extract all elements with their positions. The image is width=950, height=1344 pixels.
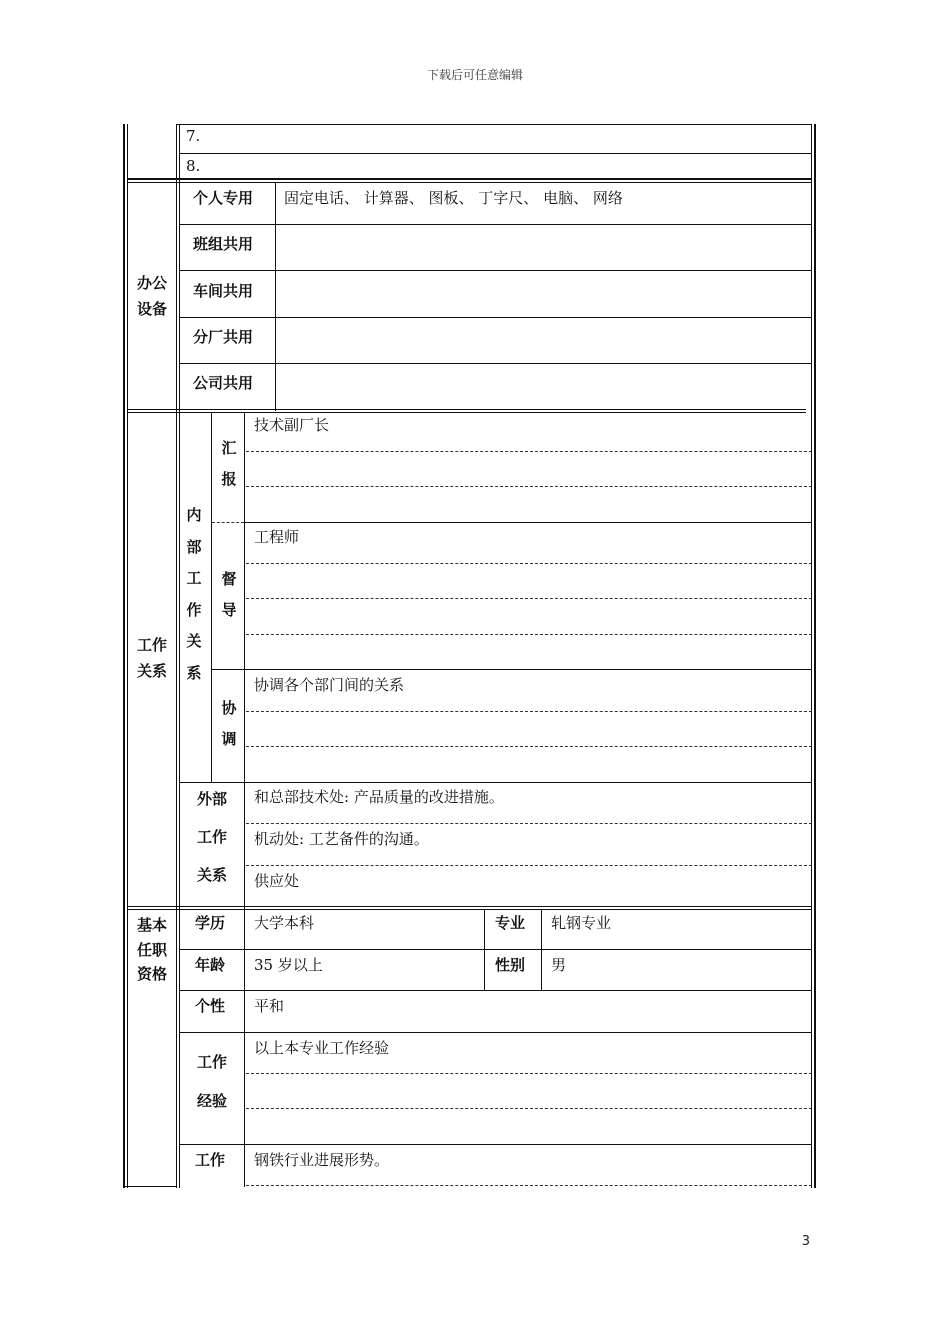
knowledge-label: 工作 (195, 1151, 226, 1169)
section-separator-relations (128, 409, 806, 410)
supervise-dashed-line (246, 563, 812, 564)
work-relations-label: 工作 关系 (136, 636, 167, 680)
qualification-row-divider (179, 1032, 812, 1033)
section-separator-equipment (128, 178, 812, 180)
report-dashed-line (246, 451, 812, 452)
section-separator-relations-2 (128, 412, 806, 413)
col1-separator (176, 124, 177, 1188)
major-value: 轧钢专业 (551, 914, 612, 932)
qualifications-label: 基本 任职 资格 (136, 916, 167, 983)
experience-dashed-line (246, 1108, 812, 1109)
table-bottom-edge (123, 1186, 177, 1187)
col1-separator-inner (179, 124, 180, 1188)
age-label: 年龄 (195, 956, 226, 974)
section-separator-equipment-2 (128, 182, 812, 183)
experience-dashed-line (246, 1073, 812, 1074)
major-label: 专业 (495, 914, 526, 932)
coordinate-dashed-line (246, 746, 812, 747)
external-line-1: 和总部技术处: 产品质量的改进措施。 (254, 788, 504, 806)
coordinate-value: 协调各个部门间的关系 (254, 676, 405, 694)
equipment-row-personal-value: 固定电话、 计算器、 图板、 丁字尺、 电脑、 网络 (284, 189, 623, 207)
experience-value: 以上本专业工作经验 (254, 1039, 390, 1057)
table-right-border-outer (814, 124, 816, 1188)
equipment-label-col-right (275, 183, 276, 411)
personality-label: 个性 (195, 997, 226, 1015)
coordinate-label: 协调 (221, 699, 237, 748)
gender-label: 性别 (495, 956, 526, 974)
qualification-row-divider (179, 1144, 812, 1145)
report-supervise-divider (244, 522, 812, 523)
internal-label-col-right (211, 413, 212, 783)
report-label: 汇报 (221, 439, 237, 488)
knowledge-dashed-line (246, 1185, 812, 1186)
equipment-row-workshop-label: 车间共用 (193, 282, 254, 300)
page-number: 3 (801, 1234, 810, 1249)
equipment-row-company-label: 公司共用 (193, 374, 254, 392)
page-header-watermark: 下载后可任意编辑 (426, 68, 523, 82)
table-left-border (123, 124, 125, 1188)
internal-external-divider (179, 782, 812, 783)
supervise-value: 工程师 (254, 528, 300, 546)
report-dashed-line (246, 486, 812, 487)
equipment-row-divider (179, 270, 812, 271)
table-right-border (811, 124, 812, 1188)
gender-value: 男 (551, 956, 567, 974)
row-8-text: 8. (186, 157, 201, 175)
equipment-row-team-label: 班组共用 (193, 235, 254, 253)
report-supervise-label-divider (212, 522, 244, 523)
external-dashed-line (246, 823, 812, 824)
supervise-dashed-line (246, 598, 812, 599)
age-value: 35 岁以上 (254, 956, 323, 974)
experience-label: 工作 经验 (196, 1053, 227, 1110)
equipment-row-branch-label: 分厂共用 (193, 328, 254, 346)
internal-relations-label: 内部工作关系 (186, 506, 202, 682)
office-equipment-label: 办公 设备 (136, 274, 167, 318)
external-dashed-line (246, 865, 812, 866)
supervise-coordinate-divider (212, 669, 812, 670)
section-separator-qualifications-2 (128, 909, 812, 910)
major-value-col-left (541, 910, 542, 991)
qualification-row-divider (179, 949, 812, 950)
top-border (176, 124, 812, 125)
education-label: 学历 (195, 914, 226, 932)
report-value: 技术副厂长 (254, 416, 330, 434)
external-line-2: 机动处: 工艺备件的沟通。 (254, 830, 429, 848)
education-value: 大学本科 (254, 914, 315, 932)
personality-value: 平和 (254, 997, 285, 1015)
external-line-3: 供应处 (254, 872, 300, 890)
coordinate-dashed-line (246, 711, 812, 712)
sub-label-col-right (244, 413, 245, 1187)
row-7-text: 7. (186, 127, 201, 145)
row-7-bottom (179, 153, 812, 154)
major-label-col-left (484, 910, 485, 991)
supervise-label: 督导 (221, 570, 237, 619)
qualification-row-divider (179, 990, 812, 991)
supervise-dashed-line (246, 634, 812, 635)
equipment-row-divider (179, 224, 812, 225)
section-separator-qualifications (128, 906, 812, 907)
equipment-row-divider (179, 317, 812, 318)
knowledge-value: 钢铁行业进展形势。 (254, 1151, 390, 1169)
equipment-row-personal-label: 个人专用 (193, 189, 254, 207)
external-relations-label: 外部 工作 关系 (196, 790, 227, 884)
equipment-row-divider (179, 363, 812, 364)
